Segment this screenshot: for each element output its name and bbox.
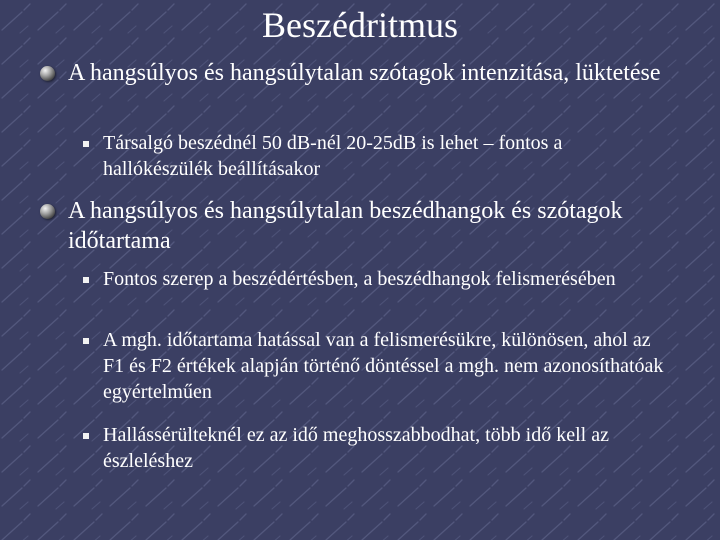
- square-bullet-icon: [83, 338, 89, 344]
- bullet-duration: [68, 196, 678, 256]
- sub-bullet-hearing-impaired: [103, 422, 673, 474]
- sub-bullet-text: Társalgó beszédnél 50 dB-nél 20-25dB is lehet – fontos a hallókészülék beállításakor: [103, 132, 563, 180]
- sub-bullet-understanding: [103, 266, 673, 292]
- square-bullet-icon: [83, 277, 89, 283]
- sub-bullet-text: Hallássérülteknél ez az idő meghosszabbodhat, több idő kell az észleléshez: [103, 424, 609, 472]
- bullet-text: A hangsúlyos és hangsúlytalan szótagok intenzitása, lüktetése: [68, 60, 661, 86]
- bullet-intensity: [68, 58, 678, 88]
- square-bullet-icon: [83, 141, 89, 147]
- bullet-text: A hangsúlyos és hangsúlytalan beszédhangok és szótagok időtartama: [68, 198, 623, 254]
- slide-title: Beszédritmus: [262, 5, 458, 45]
- sub-bullet-text: Fontos szerep a beszédértésben, a beszédhangok felismerésében: [103, 268, 616, 290]
- sphere-bullet-icon: [40, 204, 55, 219]
- sub-bullet-vowel-duration: [103, 327, 673, 405]
- sphere-bullet-icon: [40, 66, 55, 81]
- sub-bullet-conversation: [103, 130, 673, 182]
- sub-bullet-text: A mgh. időtartama hatással van a felismerésükre, különösen, ahol az F1 és F2 értékek alapján történő döntéssel a mgh. nem azonosíthatóak egyértelműen: [103, 329, 664, 403]
- square-bullet-icon: [83, 433, 89, 439]
